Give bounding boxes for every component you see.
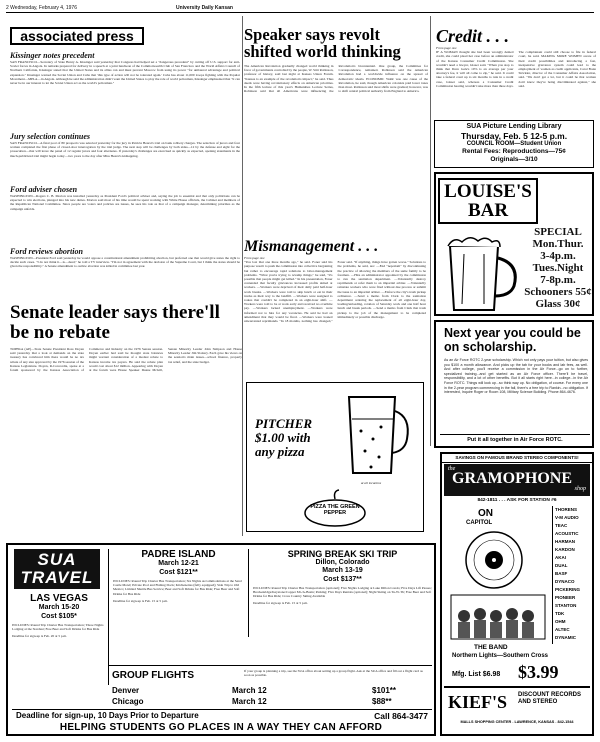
body-credit: IF A WOMAN thought she had been wrongly denied credit, she could plead her case before an administrator of the Kansas Consumer Credit Commission. She wouldn't need a lawyer, Glaser said. "When you stop to think that Dave Gale's 10% is an average per your attorney's fee, it will all come to zip," he said. It could take a federal court up to six months to rule in a credit case, Glaser said, whereas a Consumer Credit Commission hearing wouldn't take more than three days. The complainant could still choose to file in federal court, he said. MAKING MORE WOMEN aware of their credit possibilities and introducing a fast, inexpensive grievance system could lead to the employment of women as credit applicants, Carol Bonn Strickler, director of the Consumer Affairs Association, said. "We don't get a lot, but it could be that women don't know they're being discriminated against," she said.	[436, 50, 596, 88]
pizza-headline: PITCHER $1.00 with any pizza	[255, 416, 313, 459]
louise-logo: LOUISE'S BAR	[438, 178, 538, 224]
story-senate	[10, 303, 242, 533]
chicago-date: March 12	[232, 697, 267, 706]
brand-item: KARDON	[555, 547, 575, 552]
sua-call: Call 864-3477	[374, 711, 428, 721]
brand-item: DYNACO	[555, 579, 575, 584]
denver-city: Denver	[112, 686, 140, 695]
body-shift: The American Revolution gradually changed world thinking in favor of governments controlled by the people, W. Stitt Robinson, professor of history, said last night at Kansas Union Forum. "Kansas is an example of the revolution's impact," he said. Thus deeds were having revolutionary effects on American priorities. In the fifth lecture of this year's Humanities Lecture Series, Robinson said that all Americans were influencing the Revolution's bicentennial. One group, the Committee for Correspondence, remained. Robinson said the American Revolution had a worldwide influence on the spread of democratic ideals. ECONOMIC WAR was one cause of the Revolution, he said, though American colonists paid lower taxes than most. Robinson said most shifts were gradual; however, was to shift central political authority from England to America.	[244, 64, 428, 94]
denver-date: March 12	[232, 686, 267, 695]
sua-film-date: Thursday, Feb. 5 12-5 p.m.	[460, 131, 568, 141]
louise-special-block	[522, 226, 594, 314]
brand-item: DUAL	[555, 563, 568, 568]
headline-jury: Jury selection continues	[10, 132, 91, 141]
lv-includes: INCLUDES: Round Trip Charter Bus Transportation; Three Nights Lodging at the Stardust; Free Beer and Soft Drinks for Bus Ride	[12, 623, 104, 632]
gramophone-name: GRAMOPHONE	[452, 470, 572, 487]
body-mismanagement: "You lost that one three months ago," he said. Foner said his purpose wasn't to push the commission into collective bargaining but rather to encourage rapid solutions to labor-management problems. "What you're trying to revamp things," he said, "it's possible that people might get killed." In his presentation, Foner contended that faculty grievances increased profits aimed at workers. —Workers were deprived of their daily paid half-hour work breaks. —Workers were told to skip lunch or eat in their trucks as their way to the landfill. —Workers were assigned to routes that couldn't be completed in an eight-hour shift. —Workers were told to be at work early and received no overtime pay. —Workers lacked unemployment. —Workers were informed not to hire for any vacancies. He said he had an amendment that they would be fired. —Workers were loaned unwarranted reprimands. "In 18 months, nothing has changed," Foner said. "If anything, things have gotten worse." Solutions to the problems, he said, are: —End "nepotism" by discontinuing the practice of allowing the members of the same family to be foremen. —Hire an administrator appointed by the commission to run the sanitation department. —Voluntarily destroy reprimands or refer them to an impartial arbiter. —Voluntarily reinstate workers who were fired without due process or submit the issue to an impartial arbiter. —Enforce the city's trash pickup ordinance. —Send a memo from Clark to the sanitation department ordering the replacement of all eight-hour day, loading/unloading, rotation of Saturday work and one half hour lunch and break periods. —Send a memo from Clark that trash pickup is the job of the management to be completed immediately or possible discharge.	[244, 260, 426, 324]
album-list-price: Mfg. List $6.98	[452, 671, 501, 678]
trip-ski	[248, 549, 432, 637]
pizza-name: PIZZA THE GREEN PEPPER	[310, 504, 360, 516]
pitcher-illustration	[335, 387, 415, 479]
headline-adviser: Ford adviser chosen	[10, 185, 78, 194]
story-shift	[244, 26, 428, 236]
pizza-note: at all locations	[360, 481, 382, 485]
brand-item: TDK	[555, 611, 565, 616]
brand-item: OHM	[555, 619, 566, 624]
kiefs-sub: DISCOUNT RECORDS AND STEREO	[518, 692, 582, 705]
ap-digest-banner	[10, 27, 144, 45]
story-adviser	[10, 185, 240, 241]
ad-rotc-scholarship	[434, 320, 594, 448]
sp-dates: March 13-19	[322, 567, 363, 574]
page-header	[6, 4, 594, 12]
denver-price: $101**	[372, 686, 397, 695]
louise-schooners: Schooners 55¢	[524, 286, 592, 298]
band-album: Northern Lights—Southern Cross	[452, 653, 549, 659]
kiefs-block	[444, 686, 590, 732]
body-abortion: WASHINGTON—President Ford said yesterday he would oppose a constitutional amendment prohibiting abortion, but preferred one that would give states the right to decide such cases. "I do not think it—is—dead," he told a TV interview. "I'm not in agreement with the decision of the Supreme Court, but I think the states should be given the responsibility." A Senate amendment to outlaw abortion was killed in committee last year.	[10, 256, 240, 269]
sua-film-place: COUNCIL ROOM—Student Union	[466, 141, 562, 147]
sp-cost: Cost $137**	[323, 576, 362, 583]
capitol-record-icon	[454, 530, 534, 590]
ad-sua-travel	[6, 543, 436, 736]
band-album-art	[450, 594, 546, 640]
sua-film-title: SUA Picture Lending Library	[466, 123, 562, 130]
pi-title: PADRE ISLAND	[141, 549, 216, 560]
trip-las-vegas	[12, 593, 106, 693]
sua-deadline: Deadline for sign-up, 10 Days Prior to Departure	[16, 711, 199, 720]
louise-tues: Tues.Night	[532, 262, 584, 274]
sp-title: SPRING BREAK SKI TRIP	[287, 549, 398, 559]
sua-footer: HELPING STUDENTS GO PLACES IN A WAY THEY CAN AFFORD	[59, 722, 383, 733]
lv-title: LAS VEGAS	[30, 593, 88, 604]
louise-time: 3-4p.m.	[540, 250, 576, 262]
body-adviser: WASHINGTON—Rogers C. B. Morton was installed yesterday as President Ford's political adviser and, saying the job is essential and that only politicians can be expected to win elections, plunged into his new duties. Morton said most of his time would be spent working with White House officials, the Cabinet and members of the Republican National Committee. Since people are voters and policies are issues, he sees his role as that of a campaign manager, determining priorities as the campaign unfolds.	[10, 194, 240, 211]
rotc-tag: Put it all together in Air Force ROTC.	[440, 434, 590, 444]
page-date: 2 Wednesday, February 4, 1976	[6, 5, 77, 11]
sp-includes: INCLUDES: Round Trip Charter Bus Transportation (optional); Five Nights Lodging at Lake Dillon Condo; Five Days Lift Passes; Breckenridge/Keystone/Copper Mt./A-Basin; Parking; Five Days Rentals (optional); Night Skiing on Tu-W-Th; Free Beer and Soft Drinks for Bus Ride; Cross Country Skiing Available	[253, 586, 432, 599]
column-rule	[430, 16, 431, 446]
rotc-lead: Next year you could be on scholarship.	[444, 326, 581, 354]
brand-item: PICKERING	[555, 587, 581, 592]
body-senate: TOPEKA (AP)—State Senate President Ross Doyen said yesterday that a look at demands on the state treasury has convinced him there would be no tax rebate of any size approved by the 1976 session of the Kansas Legislature. Doyen, R-Concordia, spoke at a forum sponsored by the Kansas Association of Commerce and Industry on the 1976 Senate session. Doyen earlier had said he thought state balances might warrant consideration of a modest rebate to Kansas income tax payers. He said the rebate plan would cost about $12 million. Appearing with Doyen at the forum were House Speaker Duane McGill, Senate Minority Leader John Simpson and House Minority Leader Jim Slattery. Each gave his views on the session's main issues—school finance, property tax relief, and the state budget.	[10, 347, 242, 373]
brand-item: PIONEER	[555, 595, 576, 600]
lv-cost: Cost $105*	[41, 613, 77, 620]
louise-special: SPECIAL	[534, 226, 582, 238]
kiefs-name: KIEF'S	[448, 692, 508, 712]
gf-title: GROUP FLIGHTS	[112, 670, 195, 681]
brand-list	[552, 506, 592, 644]
headline-kissinger: Kissinger notes precedent	[10, 51, 95, 60]
paper-name: University Daily Kansan	[176, 5, 233, 11]
from-page-one-credit: From page one	[436, 46, 457, 50]
brand-item: DYNAMIC	[555, 635, 576, 640]
pi-dates: March 12-21	[158, 560, 199, 567]
ad-louises-bar	[434, 172, 594, 316]
ad-sua-picture-lending	[434, 120, 594, 168]
gramophone-phone: 842-1811 . . . ASK FOR STATION #6	[477, 498, 557, 503]
brand-item: AKAI	[555, 555, 566, 560]
louise-tues-time: 7-8p.m.	[540, 274, 576, 286]
gf-body: If your group is planning a trip, see the SUA office about setting up a group flight. Ask at the SUA office and fill out a flight card as soon as possible.	[244, 669, 423, 678]
headline-credit: Credit . . .	[436, 26, 510, 46]
chicago-price: $88**	[372, 697, 392, 706]
from-page-one-mis: From page one	[244, 256, 265, 260]
brand-item: ALTEC	[555, 627, 570, 632]
brand-item: HARMAN	[555, 539, 575, 544]
story-jury	[10, 132, 240, 182]
sua-travel-logo	[14, 549, 100, 589]
ad-green-pepper	[246, 382, 424, 532]
body-kissinger: SAN FRANCISCO—Secretary of State Henry A. Kissinger said yesterday that Congress had helped set a "dangerous precedent" by cutting off U.S. support for anti-Soviet forces in Angola. In remarks prepared for delivery in a speech at a joint luncheon of the Commonwealth Club of San Francisco and the World Affairs Council of Northern California, Kissinger stated that the United States and its allies can and must prevent Moscow from using its power "for unilateral advantage and political expansion." Kissinger warned the Soviet Union and Cuba that 'this type of action will not be tolerated again.' Cuba has about 11,000 troops fighting with the Popular Movement—MPLA—in Angola. Although he said the administration didn't want the United States to play the role of world policeman, Kissinger emphasized that "it can never be in our interest to let the Soviet Union act as the world's policeman."	[10, 60, 240, 86]
pi-cost: Cost $121**	[159, 569, 198, 576]
album-sale-price: $3.99	[518, 662, 559, 682]
band-name: THE BAND	[474, 644, 508, 651]
pi-includes: INCLUDES: Round Trip Charter Bus Transportation; Six Nights Accommodations at the Sand Castle Motel; Private Pool and Fishing Dock; Kitchenettes (fully equipped); Side Trip to Old Mexico; Limited Shuttle Bus Service; Beer and Soft Drinks for Bus Ride; Free Beer and Soft Drinks for Bus Ride	[113, 579, 242, 596]
gramophone-shop-word: shop	[574, 486, 586, 492]
sp-deadline: Deadline for sign-up is Feb. 15 at 5 p.m.	[253, 600, 308, 605]
group-flights	[108, 665, 432, 707]
sua-film-originals: Originals—3/10	[490, 156, 538, 163]
gramophone-capitol-label: CAPITOL	[466, 520, 493, 526]
louise-glass: Glass 30¢	[535, 298, 581, 310]
brand-item: TEAC	[555, 523, 568, 528]
brand-item: V-M AUDIO	[555, 515, 579, 520]
gramophone-on: ON	[478, 508, 493, 519]
column-rule	[242, 16, 243, 536]
brand-item: BASF	[555, 571, 568, 576]
brand-item: STANTON	[555, 603, 577, 608]
brand-item: THORENS	[555, 507, 578, 512]
rotc-body: As an Air Force ROTC 2-year scholarship. Which not only pays your tuition, but also gives you $100 a month allowance. And picks up the tab for your books and lab fees, as well. And after college, you'll receive a commission in the Air Force...go on to further, specialized training...and get started as an Air Force officer. There'll be travel, responsibility, and a lot of other benefits. But it all starts right here...in college...in the Air Force ROTC. Things will look up...so think way up. No obligation, of course. For every one in the 2-year program commencing in the fall, there's a free trip to Rankin...no obligation. If interested, Inquire Roger or Room 108, Military Science Building. Phone 864-4676.	[444, 358, 588, 395]
body-jury: SAN FRANCISCO—A final pool of 80 prospects was selected yesterday for the jury in Patricia Hearst's trial on bank robbery charges. The selection of jurors and four women completed the first phase of closed-door interrogation by the trial judge. The next step will be challenges by both sides—12 by the defense and eight for the prosecution—that will leave the panel of 12 regular jurors and four alternates. If yesterday's challenges are exercised as quickly as expected, opening statements in the much-publicized trial might begin today—two years to the day after Miss Hearst's kidnapping.	[10, 141, 240, 158]
brand-item: ACOUSTIC	[555, 531, 579, 536]
headline-shift: Speaker says revolt shifted world thinking	[244, 26, 401, 61]
chicago-city: Chicago	[112, 697, 144, 706]
headline-mismanagement: Mismanagement . . .	[244, 238, 379, 255]
sua-film-rental: Rental Fees: Reproductions—75¢	[462, 148, 566, 155]
lv-dates: March 15-20	[38, 604, 80, 611]
pi-deadline: Deadline for sign-up is Feb. 15 at 5 p.m.	[113, 598, 168, 603]
flight-denver	[112, 686, 428, 696]
beer-mug-illustration	[440, 232, 524, 314]
gramophone-the: the	[448, 466, 456, 472]
headline-senate: Senate leader says there'll be no rebate	[10, 303, 220, 343]
kiefs-address: MALLS SHOPPING CENTER . LAWRENCE, KANSAS . 842-1544	[460, 720, 574, 724]
digest-title: associated press	[20, 28, 134, 44]
louise-days: Mon.Thur.	[532, 238, 584, 250]
flight-chicago	[112, 697, 428, 707]
story-kissinger	[10, 51, 240, 129]
sp-place: Dillon, Colorado	[315, 559, 370, 566]
ad-gramophone-shop	[440, 452, 594, 736]
headline-abortion: Ford reviews abortion	[10, 247, 83, 256]
gramophone-logo	[444, 464, 590, 496]
story-mismanagement	[244, 238, 426, 378]
story-abortion	[10, 247, 240, 297]
sua-deadline-row	[12, 709, 432, 721]
story-credit	[432, 26, 596, 118]
gramophone-banner: SAVINGS ON FAMOUS BRAND STEREO COMPONENTS!	[442, 454, 592, 463]
lv-deadline: Deadline for sign-up is Feb. 20 at 5 p.m.	[12, 634, 67, 639]
sua-travel-logo-text: SUA TRAVEL	[20, 550, 94, 587]
